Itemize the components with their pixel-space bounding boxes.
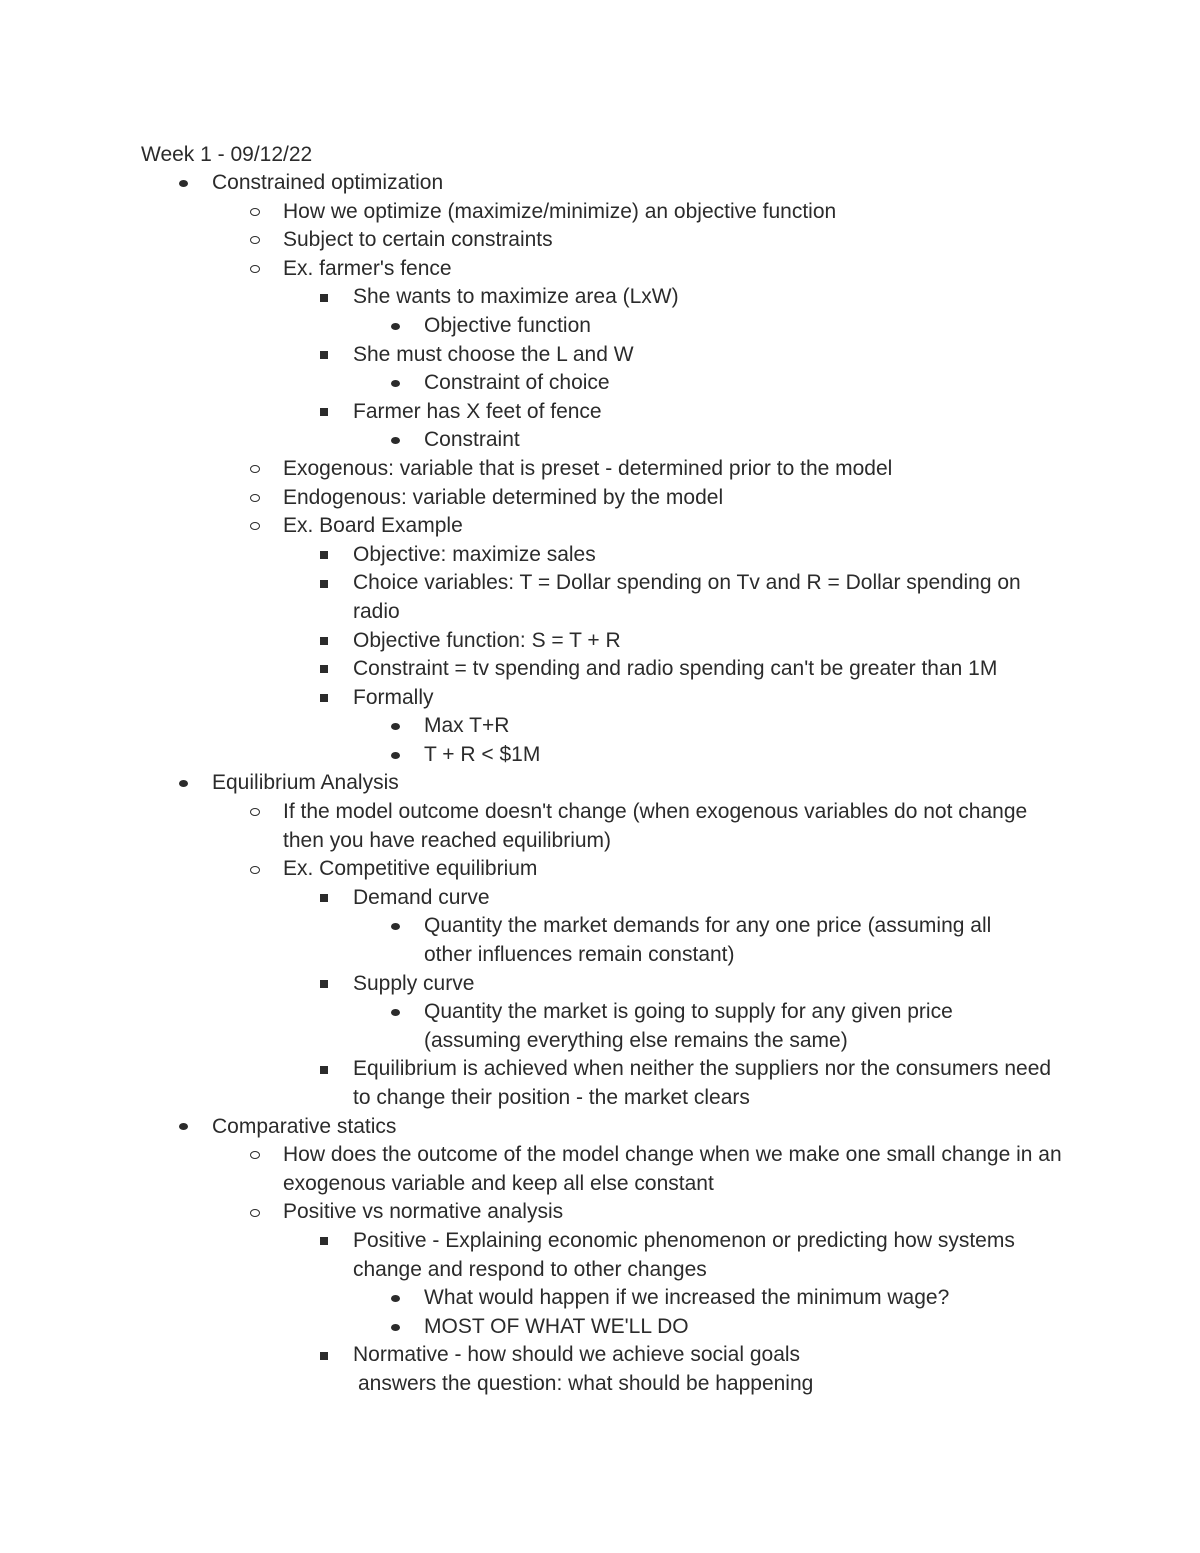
filled-circle-bullet-icon — [176, 1113, 190, 1142]
filled-circle-bullet-icon — [388, 312, 402, 341]
list-item-text: Objective: maximize sales — [353, 542, 596, 566]
list-item-text: Endogenous: variable determined by the model — [283, 485, 724, 509]
list-item — [0, 1055, 1053, 1112]
square-bullet-icon — [317, 283, 331, 312]
list-item — [0, 769, 1052, 798]
list-item — [0, 798, 1063, 855]
list-item-text: How does the outcome of the model change when we make one small change in an exogenous variable and keep all else constant — [283, 1143, 1062, 1195]
hollow-circle-bullet-icon — [248, 198, 262, 227]
list-item-text: How we optimize (maximize/minimize) an objective function — [283, 199, 837, 223]
list-item-text: Objective function — [424, 313, 591, 337]
list-item — [0, 369, 1034, 398]
list-item-text: Positive vs normative analysis — [283, 1200, 564, 1224]
outline-list — [0, 169, 1200, 1399]
list-item — [0, 484, 1063, 513]
list-item — [0, 912, 1034, 969]
list-item-text: Equilibrium Analysis — [212, 771, 399, 795]
square-bullet-icon — [317, 341, 331, 370]
list-item-text: Ex. Competitive equilibrium — [283, 857, 538, 881]
list-item-text: Objective function: S = T + R — [353, 628, 621, 652]
hollow-circle-bullet-icon — [248, 512, 262, 541]
list-item-text: Ex. Board Example — [283, 514, 463, 538]
hollow-circle-bullet-icon — [248, 855, 262, 884]
list-item-text: T + R < $1M — [424, 742, 541, 766]
filled-circle-bullet-icon — [388, 998, 402, 1027]
hollow-circle-bullet-icon — [248, 1198, 262, 1227]
list-item-text: Demand curve — [353, 885, 490, 909]
list-item — [0, 684, 1053, 713]
list-item — [0, 712, 1034, 741]
list-item — [0, 426, 1034, 455]
filled-circle-bullet-icon — [388, 712, 402, 741]
list-item-text: What would happen if we increased the minimum wage? — [424, 1286, 950, 1310]
square-bullet-icon — [317, 684, 331, 713]
list-item-text: She must choose the L and W — [353, 342, 634, 366]
list-item-text: She wants to maximize area (LxW) — [353, 285, 679, 309]
hollow-circle-bullet-icon — [248, 798, 262, 827]
list-item-text: Comparative statics — [212, 1114, 397, 1138]
list-item-text: Supply curve — [353, 971, 475, 995]
list-item-text: Quantity the market demands for any one price (assuming all other influences remain constant) — [424, 914, 992, 967]
list-item-text: If the model outcome doesn't change (when exogenous variables do not change then you have reached equilibrium) — [283, 800, 1028, 852]
list-item — [0, 541, 1053, 570]
list-item-text: Subject to certain constraints — [283, 228, 553, 252]
list-item-text: MOST OF WHAT WE'LL DO — [424, 1314, 689, 1338]
filled-circle-bullet-icon — [388, 741, 402, 770]
square-bullet-icon — [317, 1227, 331, 1256]
list-item — [0, 1341, 1053, 1370]
list-item-text: Exogenous: variable that is preset - determined prior to the model — [283, 456, 893, 480]
list-item — [0, 970, 1053, 999]
square-bullet-icon — [317, 569, 331, 598]
list-item-text: Constraint — [424, 428, 520, 452]
page-title: Week 1 - 09/12/22 — [141, 143, 313, 166]
hollow-circle-bullet-icon — [248, 1141, 262, 1170]
list-item — [0, 512, 1063, 541]
list-item-text: Farmer has X feet of fence — [353, 399, 602, 423]
list-item-text: Constraint = tv spending and radio spending can't be greater than 1M — [353, 657, 998, 681]
square-bullet-icon — [317, 398, 331, 427]
list-item — [0, 569, 1053, 626]
list-item — [0, 255, 1063, 284]
list-item — [0, 1284, 1034, 1313]
square-bullet-icon — [317, 541, 331, 570]
list-item-text: Formally — [353, 685, 434, 709]
list-item — [0, 627, 1053, 656]
square-bullet-icon — [317, 655, 331, 684]
list-item — [0, 998, 1034, 1055]
square-bullet-icon — [317, 1341, 331, 1370]
list-item-text: Constrained optimization — [212, 171, 444, 194]
list-item-text: Max T+R — [424, 714, 510, 738]
filled-circle-bullet-icon — [176, 769, 190, 798]
list-item — [0, 455, 1063, 484]
list-item — [0, 341, 1053, 370]
list-item-text: Choice variables: T = Dollar spending on Tv and R = Dollar spending on radio — [353, 571, 1021, 623]
filled-circle-bullet-icon — [176, 169, 190, 198]
list-item-text: Quantity the market is going to supply for any given price (assuming everything else remains the same) — [424, 1000, 953, 1052]
hollow-circle-bullet-icon — [248, 455, 262, 484]
square-bullet-icon — [317, 1055, 331, 1084]
list-item — [0, 312, 1034, 341]
list-item — [0, 741, 1034, 770]
list-item — [0, 1113, 1052, 1142]
square-bullet-icon — [317, 970, 331, 999]
continuation-text: answers the question: what should be happening — [358, 1371, 814, 1395]
filled-circle-bullet-icon — [388, 1313, 402, 1342]
list-item — [0, 1141, 1063, 1198]
list-item — [0, 1227, 1053, 1284]
list-item — [0, 1313, 1034, 1342]
list-item — [0, 398, 1053, 427]
list-item — [0, 884, 1053, 913]
list-item — [0, 283, 1053, 312]
filled-circle-bullet-icon — [388, 1284, 402, 1313]
filled-circle-bullet-icon — [388, 426, 402, 455]
square-bullet-icon — [317, 884, 331, 913]
list-item — [0, 198, 1063, 227]
list-item-text: Equilibrium is achieved when neither the suppliers nor the consumers need to change their position - the market clears — [353, 1057, 1052, 1109]
filled-circle-bullet-icon — [388, 912, 402, 941]
list-item — [0, 655, 1053, 684]
filled-circle-bullet-icon — [388, 369, 402, 398]
list-item-text: Ex. farmer's fence — [283, 256, 452, 280]
list-item — [0, 169, 1052, 198]
hollow-circle-bullet-icon — [248, 226, 262, 255]
list-item-text: Positive - Explaining economic phenomenon or predicting how systems change and respond to other changes — [353, 1228, 1015, 1281]
list-item-text: Normative - how should we achieve social goals — [353, 1343, 801, 1367]
list-item — [0, 1198, 1063, 1227]
list-item — [0, 855, 1063, 884]
hollow-circle-bullet-icon — [248, 255, 262, 284]
hollow-circle-bullet-icon — [248, 484, 262, 513]
list-item — [0, 226, 1063, 255]
square-bullet-icon — [317, 627, 331, 656]
list-item-text: Constraint of choice — [424, 371, 610, 395]
